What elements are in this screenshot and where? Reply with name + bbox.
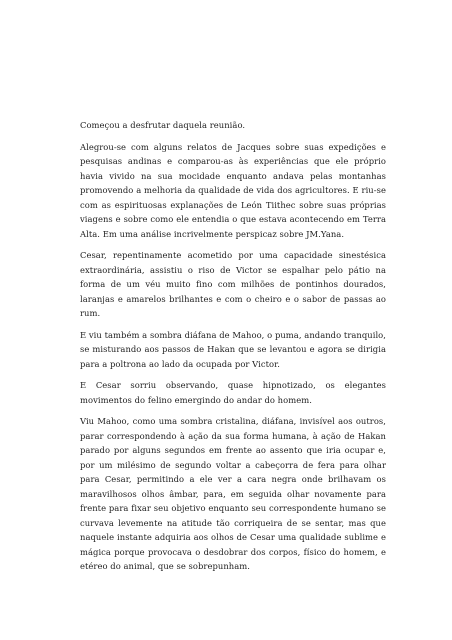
- paragraph-1: Começou a desfrutar daquela reunião.: [80, 120, 246, 130]
- paragraph-2: Alegrou-se com alguns relatos de Jacques sobre suas expedições e pesquisas andinas e comparou-as às experiências que ele próprio havia vivido na sua mocidade enquanto andava pelas montanhas promovendo a melhoria da qualidade de vida dos agricultores. E riu-se com as espirituosas explanações de León Tiithec sobre suas próprias viagens e sobre como ele entendia o que estava acontecendo em Terra Alta. Em uma análise incrivelmente perspicaz sobre JM.Yana.: [80, 141, 386, 239]
- paragraph-4: E viu também a sombra diáfana de Mahoo, o puma, andando tranquilo, se misturando aos passos de Hakan que se levantou e agora se dirigia para a poltrona ao lado da ocupada por Victor.: [80, 329, 386, 369]
- paragraph-3: Cesar, repentinamente acometido por uma capacidade sinestésica extraordinária, assistiu o riso de Victor se espalhar pelo pátio na forma de um véu muito fino com milhões de pontinhos dourados, laranjas e amarelos brilhantes e com o cheiro e o sabor de passas ao rum.: [80, 250, 386, 318]
- paragraph-5: E Cesar sorriu observando, quase hipnotizado, os elegantes movimentos do felino emergindo do andar do homem.: [80, 380, 386, 405]
- paragraph-6: Viu Mahoo, como uma sombra cristalina, diáfana, invisível aos outros, parar correspondendo à ação da sua forma humana, à ação de Hakan parado por alguns segundos em frente ao assento que iria ocupar e, por um milésimo de segundo voltar a cabeçorra de fera para olhar para Cesar, permitindo a ele ver a cara negra onde brilhavam os maravilhosos olhos âmbar, para, em seguida olhar novamente para frente para fixar seu objetivo enquanto seu correspondente humano se curvava levemente na atitude tão corriqueira de se sentar, mas que naquele instante adquiria aos olhos de Cesar uma qualidade sublime e mágica porque provocava o desdobrar dos corpos, físico do homem, e etéreo do animal, que se sobrepunham.: [80, 416, 386, 571]
